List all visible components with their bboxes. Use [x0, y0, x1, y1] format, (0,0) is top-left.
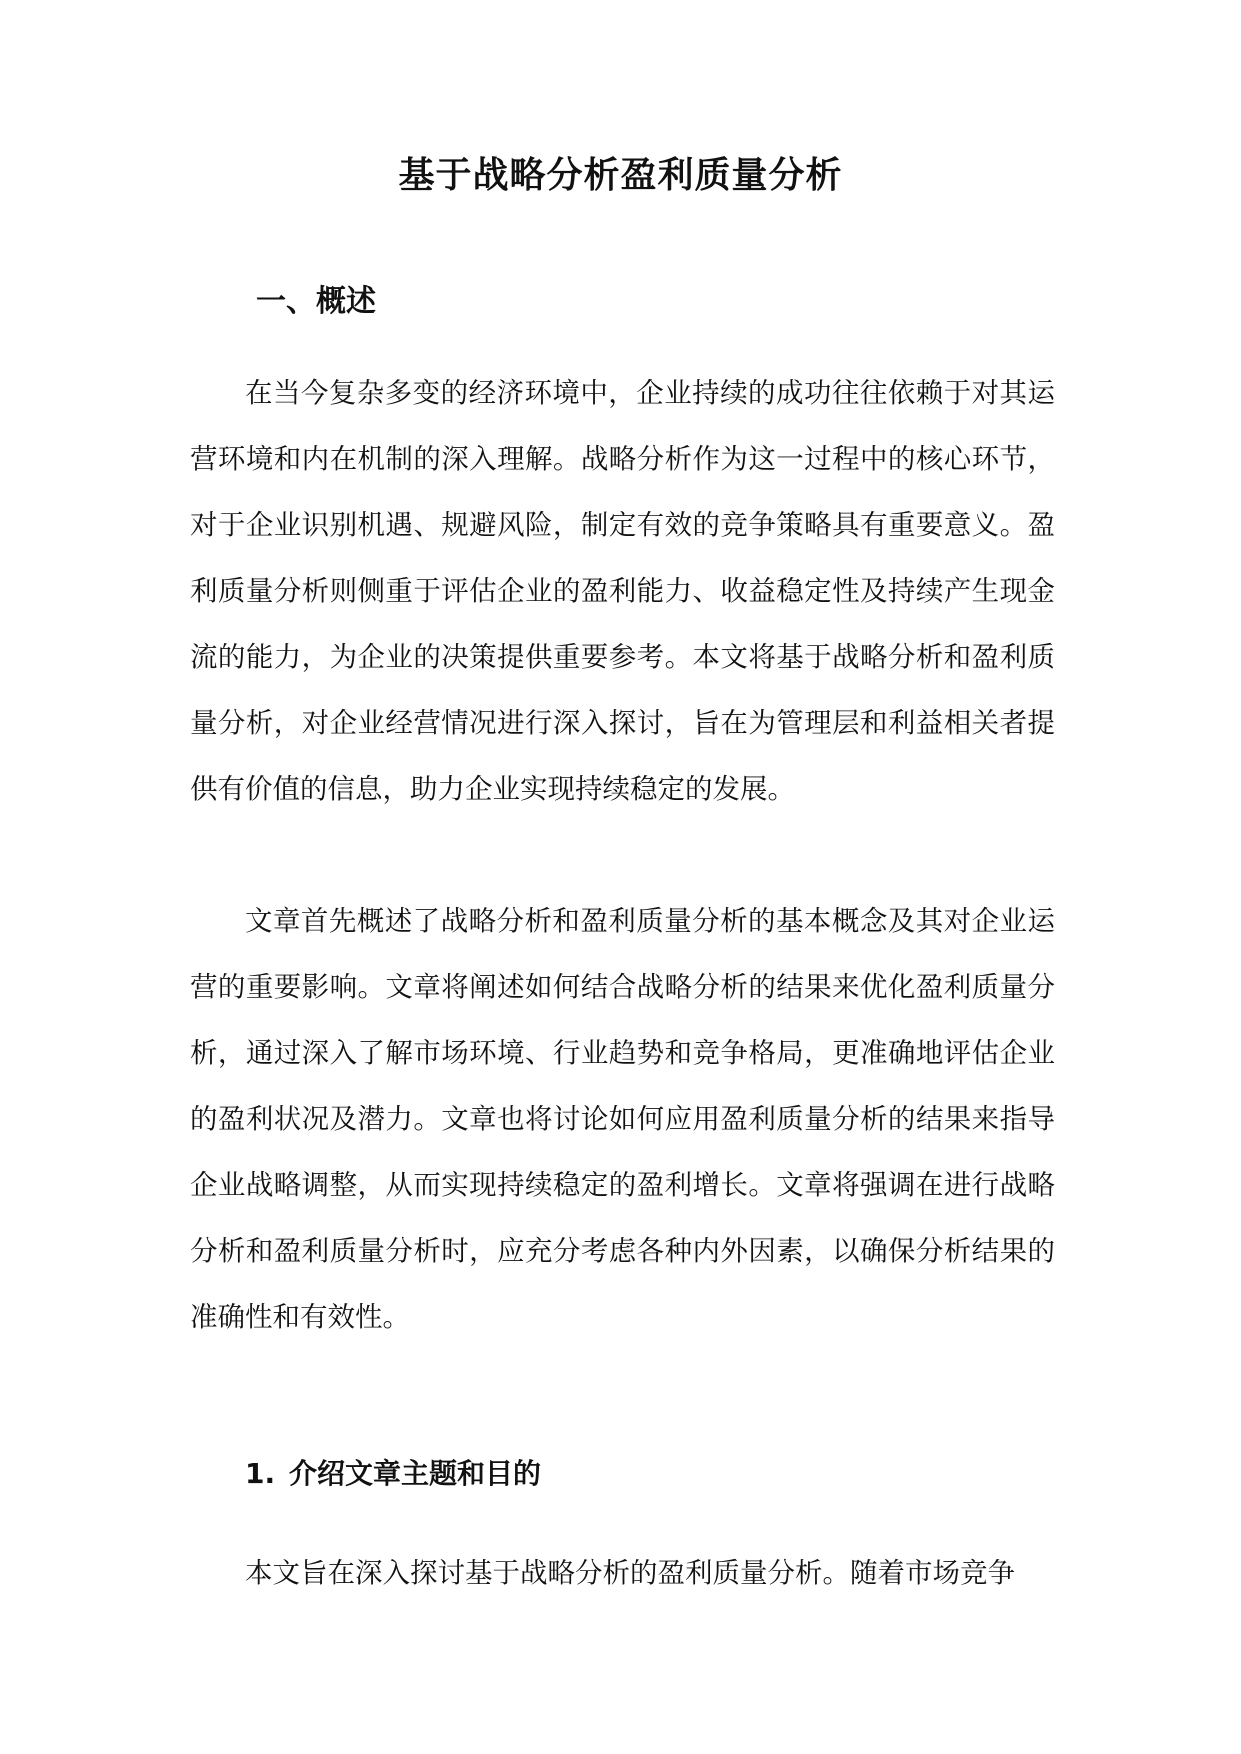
- section-heading-overview: 一、概述: [256, 284, 376, 319]
- body-paragraph: 在当今复杂多变的经济环境中，企业持续的成功往往依赖于对其运营环境和内在机制的深入理解。战略分析作为这一过程中的核心环节，对于企业识别机遇、规避风险，制定有效的竞争策略具有重要意义。盈利质量分析则侧重于评估企业的盈利能力、收益稳定性及持续产生现金流的能力，为企业的决策提供重要参考。本文将基于战略分析和盈利质量分析，对企业经营情况进行深入探讨，旨在为管理层和利益相关者提供有价值的信息，助力企业实现持续稳定的发展。: [190, 377, 1055, 805]
- body-paragraph-3-container: [190, 1540, 1055, 1606]
- body-paragraph-1-container: [190, 360, 1055, 822]
- body-paragraph-2-container: [190, 888, 1055, 1350]
- body-paragraph: 文章首先概述了战略分析和盈利质量分析的基本概念及其对企业运营的重要影响。文章将阐述如何结合战略分析的结果来优化盈利质量分析，通过深入了解市场环境、行业趋势和竞争格局，更准确地评估企业的盈利状况及潜力。文章也将讨论如何应用盈利质量分析的结果来指导企业战略调整，从而实现持续稳定的盈利增长。文章将强调在进行战略分析和盈利质量分析时，应充分考虑各种内外因素，以确保分析结果的准确性和有效性。: [190, 905, 1055, 1333]
- subsection-heading-text: 介绍文章主题和目的: [289, 1457, 542, 1490]
- subsection-heading: [245, 1452, 541, 1496]
- body-paragraph: 本文旨在深入探讨基于战略分析的盈利质量分析。随着市场竞争: [245, 1557, 1015, 1589]
- document-title: 基于战略分析盈利质量分析: [398, 154, 843, 196]
- subsection-number: 1.: [245, 1457, 276, 1490]
